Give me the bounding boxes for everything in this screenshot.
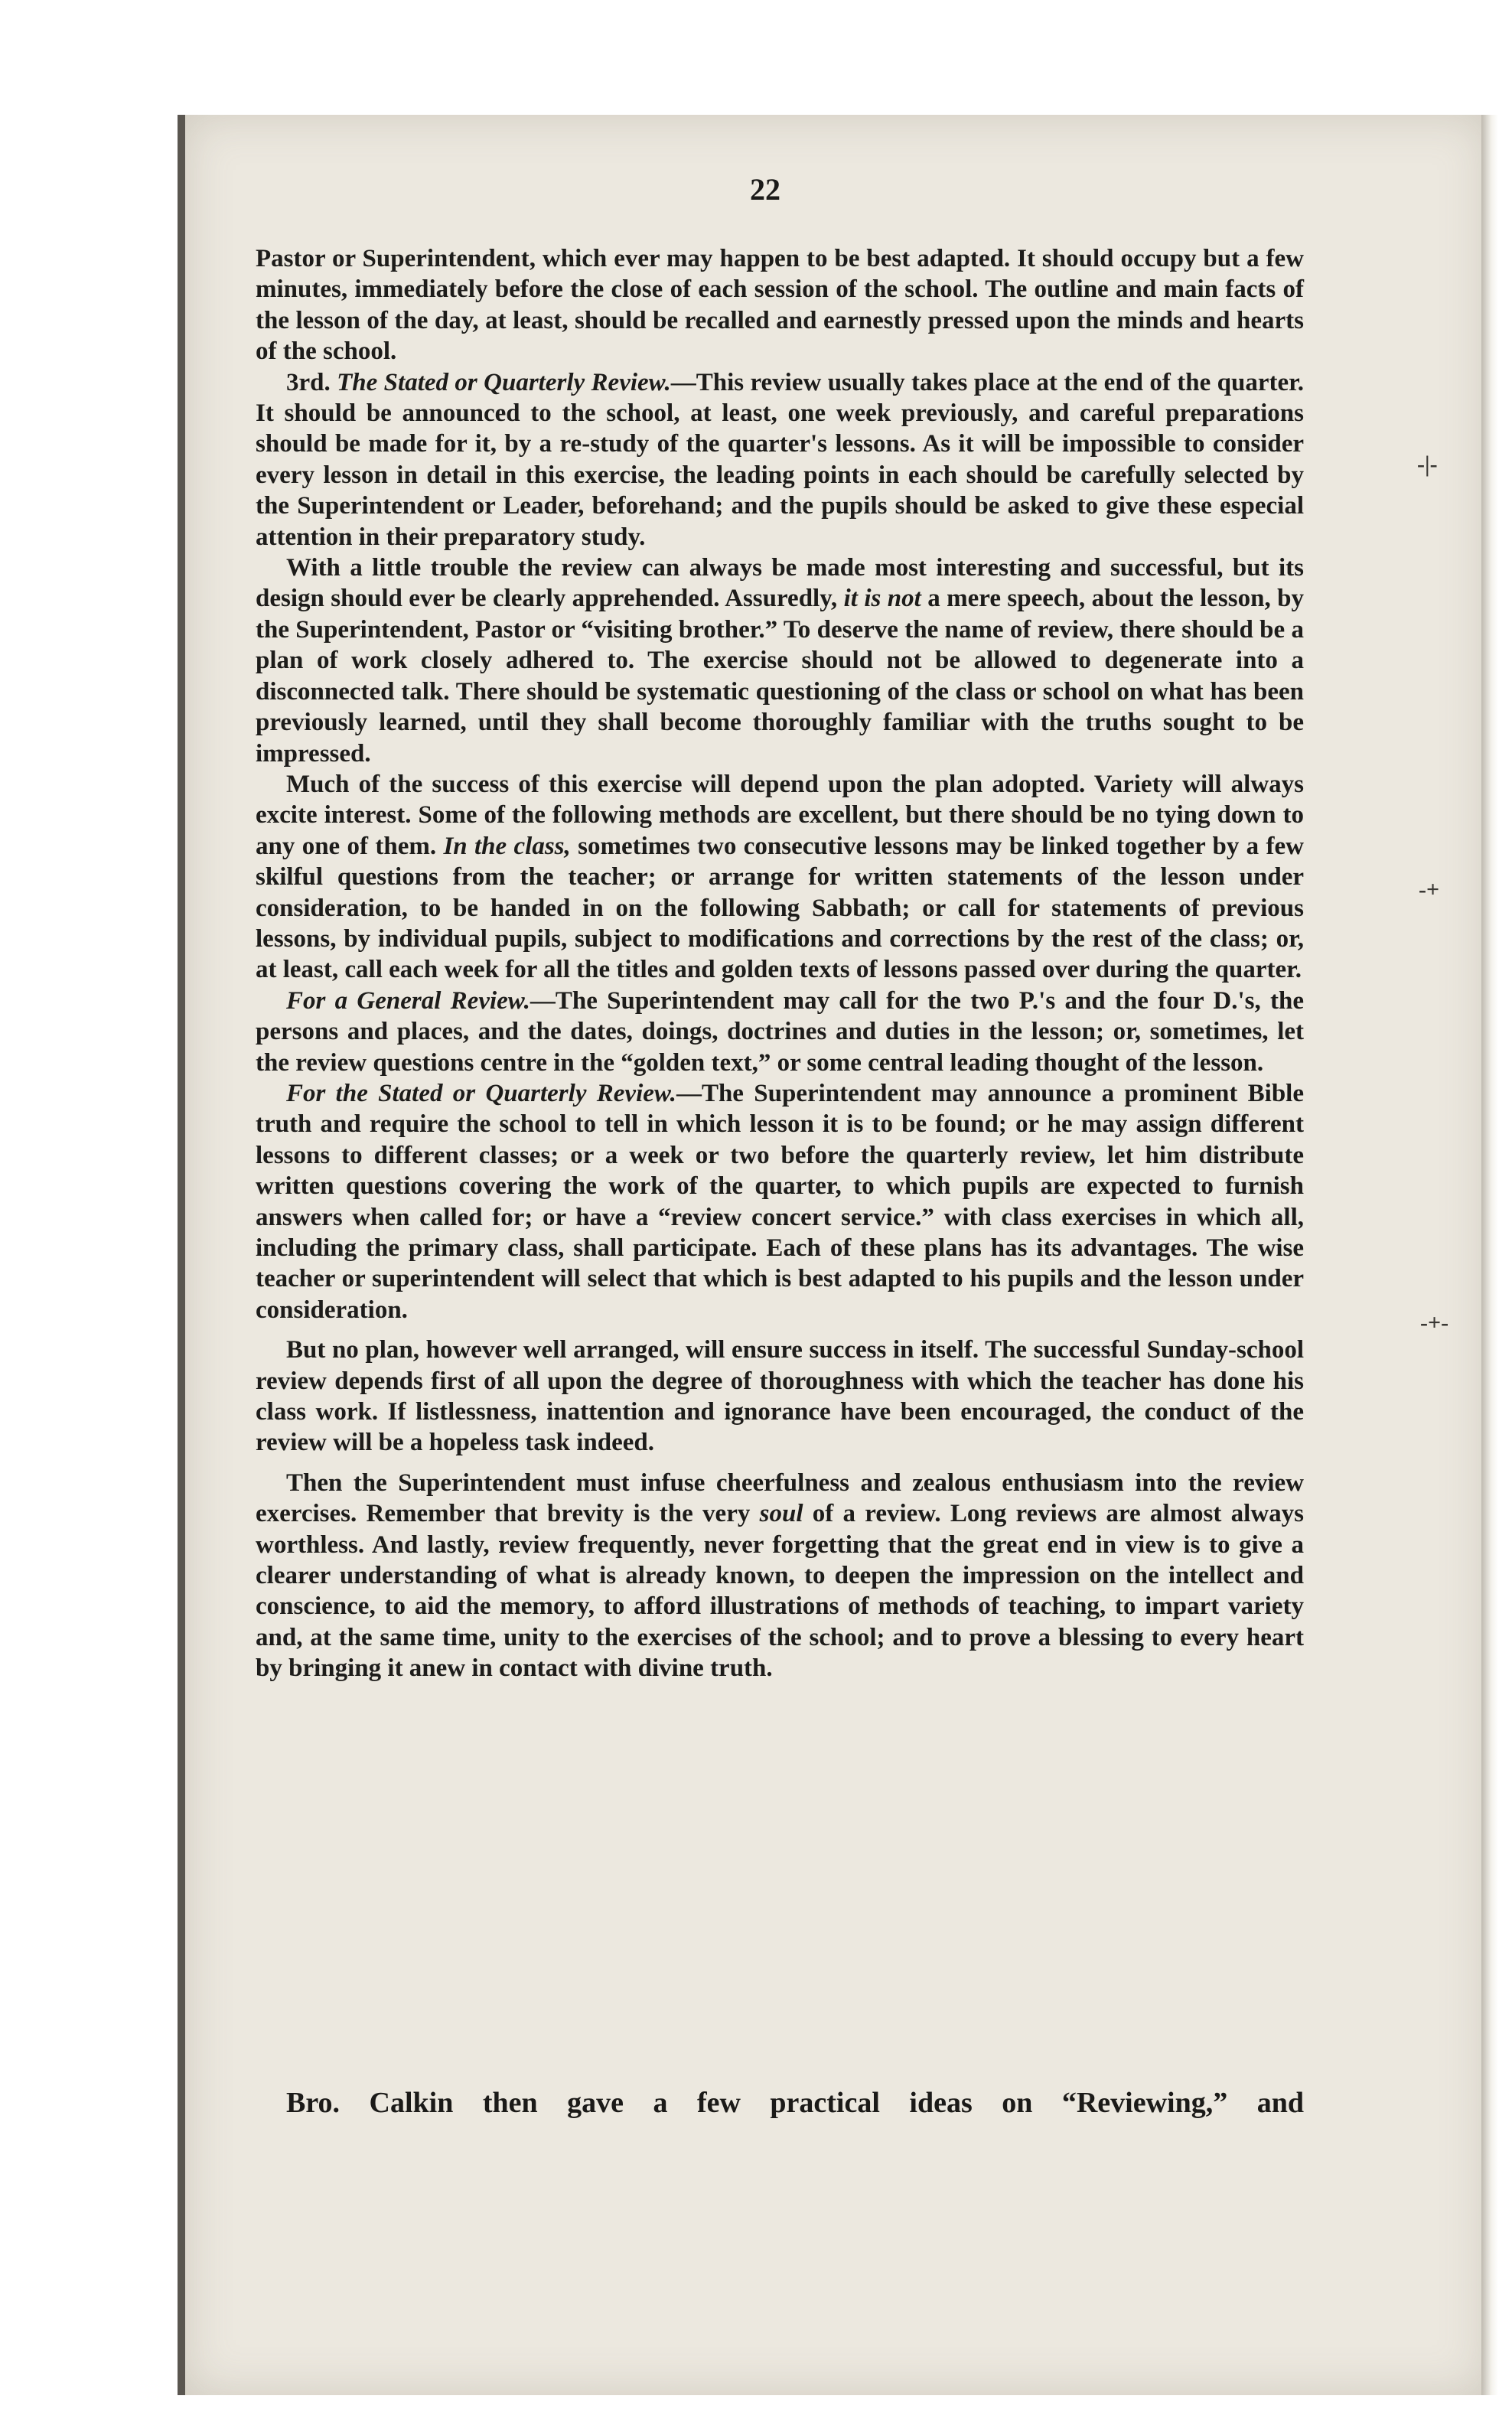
italic-phrase: The Stated or Quarterly Review. (337, 368, 671, 396)
italic-phrase: For a General Review. (286, 986, 530, 1015)
italic-phrase: For the Stated or Quarterly Review. (286, 1079, 676, 1107)
text-run: Then the Superintendent must infuse cheerfulness and zealous enthusiasm into the review exercises. Remember that brevity is the very (256, 1468, 1304, 1528)
body-text (256, 243, 1304, 1684)
text-run: —The Superintendent may announce a prominent Bible truth and require the school to tell in which lesson it is to be found; or he may assign different lessons to different classes; or a week or two before the quarterly review, let him distribute written questions covering the work of the quarter, to which pupils are expected to furnish answers when called for; or have a “review concert service.” with class exercises in which all, including the primary class, shall participate. Each of these plans has its advantages. The wise teacher or superintendent will select that which is best adapted to his pupils and the lesson under consideration. (256, 1079, 1304, 1324)
italic-phrase: it is not (843, 585, 921, 613)
text-run: But no plan, however well arranged, will ensure success in itself. The successful Sunday-school review depends first of all upon the degree of thoroughness with which the teacher has done his class work. If listlessness, inattention and ignorance have been encouraged, the conduct of the review will be a hopeless task indeed. (256, 1336, 1304, 1457)
margin-mark-2: -+ (1419, 877, 1440, 902)
paragraph-cheerfulness (256, 1468, 1304, 1684)
text-run: Pastor or Superintendent, which ever may happen to be best adapted. It should occupy but a few minutes, immediately before the close of each session of the school. The outline and main facts of the lesson of the day, at least, should be recalled and earnestly pressed upon the minds and hearts of the school. (256, 245, 1304, 366)
paragraph-quarterly-review (256, 1078, 1304, 1325)
paragraph-stated-review (256, 367, 1304, 552)
italic-phrase: soul (759, 1500, 803, 1528)
text-run: of a review. Long reviews are almost always worthless. And lastly, review frequently, never forgetting that the great end in view is to give a clearer understanding of what is already known, to deepen the impression on the intellect and conscience, to aid the memory, to afford illustrations of methods of teaching, to impart variety and, at the same time, unity to the exercises of the school; and to prove a blessing to every heart by bringing it anew in contact with divine truth. (256, 1500, 1305, 1683)
page-edge (1481, 115, 1498, 2395)
paragraph-no-plan (256, 1335, 1304, 1459)
margin-mark-1: -|- (1417, 451, 1438, 477)
paragraph-general-review (256, 986, 1304, 1078)
closing-line: Bro. Calkin then gave a few practical ideas on “Reviewing,” and (286, 2087, 1304, 2119)
margin-mark-3: -+- (1420, 1310, 1449, 1335)
text-run: —This review usually takes place at the end of the quarter. It should be announced to the school, at least, one week previously, and careful preparations should be made for it, by a re-study of the quarter's lessons. As it will be impossible to consider every lesson in detail in this exercise, the leading points in each should be carefully selected by the Superintendent or Leader, beforehand; and the pupils should be asked to give these especial attention in their preparatory study. (256, 368, 1305, 551)
text-run: With a little trouble the review can always be made most interesting and successful, but its design should ever be clearly apprehended. Assuredly, (256, 554, 1304, 613)
paragraph-review-design (256, 552, 1304, 769)
text-run: Much of the success of this exercise will depend upon the plan adopted. Variety will always excite interest. Some of the following methods are excellent, but there should be no tying down to any one of them. (256, 770, 1304, 860)
italic-phrase: In the class, (443, 832, 571, 860)
text-run: 3rd. (286, 368, 337, 396)
text-run: a mere speech, about the lesson, by the Superintendent, Pastor or “visiting brother.” To deserve the name of review, there should be a plan of work closely adhered to. The exercise should not be allowed to degenerate into a disconnected talk. There should be systematic questioning of the class or school on what has been previously learned, until they shall become thoroughly familiar with the truths sought to be impressed. (256, 585, 1304, 768)
paragraph-continuation (256, 243, 1304, 367)
text-run: —The Superintendent may call for the two P.'s and the four D.'s, the persons and places, and the dates, doings, doctrines and duties in the lesson; or, sometimes, let the review questions centre in the “golden text,” or some central leading thought of the lesson. (256, 986, 1304, 1077)
page-number: 22 (750, 172, 780, 207)
paragraph-methods (256, 769, 1304, 986)
text-run: sometimes two consecutive lessons may be linked together by a few skilful questions from the teacher; or arrange for written statements of the lesson under consideration, to be handed in on the following Sabbath; or call for statements of previous lessons, by individual pupils, subject to modifications and corrections by the rest of the class; or, at least, call each week for all the titles and golden texts of lessons passed over during the quarter. (256, 832, 1304, 984)
